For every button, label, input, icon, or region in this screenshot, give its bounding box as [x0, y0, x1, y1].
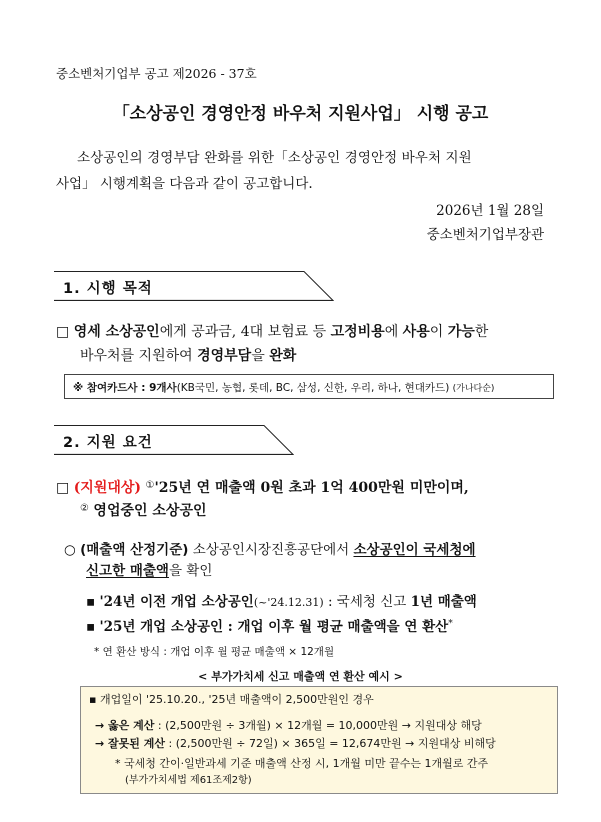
checkbox-bullet: □ — [56, 324, 70, 340]
example-box — [80, 686, 558, 794]
purpose-text: 에게 공과금, 4대 보험료 등 — [159, 324, 331, 340]
card-order: (가나다순) — [452, 384, 495, 394]
target-line-1 — [56, 477, 469, 497]
example-correct — [95, 717, 482, 733]
section-1-header — [54, 271, 334, 301]
example-case: ▪ 개업일이 '25.10.20., '25년 매출액이 2,500만원인 경우 — [89, 693, 374, 706]
checkbox-bullet: □ — [56, 480, 70, 496]
square-bullet: ▪ — [86, 594, 96, 610]
target-label: (지원대상) — [73, 480, 142, 496]
circled-number-2: ② — [80, 503, 89, 514]
criteria-underline: 신고한 매출액 — [86, 563, 169, 579]
intro-line-2: 사업」 시행계획을 다음과 같이 공고합니다. — [56, 176, 313, 192]
wrong-text: : (2,500만원 ÷ 72일) × 365일 = 12,674만원 → 지원대상 비해당 — [165, 737, 496, 750]
card-company-note — [73, 380, 494, 395]
sub-item-1 — [86, 590, 477, 610]
section-2-header — [54, 425, 294, 455]
example-note-1: * 국세청 간이·일반과세 기준 매출액 산정 시, 1개월 미만 끝수는 1개월로 간주 — [115, 757, 489, 770]
notice-date: 2026년 1월 28일 — [436, 203, 544, 219]
annualize-note: * 연 환산 방식 : 개업 이후 월 평균 매출액 × 12개월 — [94, 646, 335, 658]
purpose-line-2 — [80, 345, 296, 365]
sub1-text: : 국세청 신고 — [323, 594, 411, 610]
sub1-emph: 1년 매출액 — [410, 594, 477, 610]
purpose-text: 을 — [251, 348, 270, 364]
emph-text: 영세 소상공인 — [73, 324, 160, 340]
section-1-title: 1. 시행 목적 — [63, 281, 153, 297]
emph-text: 완화 — [269, 348, 297, 364]
wrong-label: → 잘못된 계산 — [95, 737, 166, 750]
sub1-text: '24년 이전 개업 소상공인 — [99, 594, 254, 610]
sub2-text: '25년 개업 소상공인 : 개업 이후 월 평균 매출액을 연 환산 — [99, 619, 449, 635]
emph-text: 고정비용 — [330, 324, 385, 340]
target-text-1: '25년 연 매출액 0원 초과 1억 400만원 미만이며, — [154, 480, 469, 496]
purpose-text: 한 — [474, 324, 489, 340]
purpose-line-1 — [56, 321, 488, 341]
purpose-text: 에 — [384, 324, 403, 340]
sub1-date: (~'24.12.31) — [253, 596, 324, 609]
target-line-2 — [80, 500, 207, 520]
document-title: 「소상공인 경영안정 바우처 지원사업」 시행 공고 — [112, 104, 489, 124]
card-list: (KB국민, 농협, 롯데, BC, 삼성, 신한, 우리, 하나, 현대카드) — [176, 382, 450, 394]
criteria-line-1 — [64, 538, 476, 558]
target-text-2: 영업중인 소상공인 — [93, 503, 207, 519]
criteria-label: (매출액 산정기준) — [80, 542, 189, 558]
notice-number: 중소벤처기업부 공고 제2026 - 37호 — [56, 66, 257, 81]
purpose-text: 이 — [429, 324, 448, 340]
purpose-text: 바우처를 지원하여 — [80, 348, 198, 364]
circle-bullet: ○ — [64, 542, 76, 558]
criteria-text: 을 확인 — [168, 563, 213, 579]
correct-label: → 옳은 계산 — [95, 719, 155, 732]
emph-text: 가능 — [447, 324, 475, 340]
criteria-line-2 — [86, 559, 212, 579]
card-prefix: ※ 참여카드사 : 9개사 — [73, 382, 177, 394]
emph-text: 경영부담 — [197, 348, 252, 364]
example-wrong — [95, 735, 496, 751]
sub-item-2 — [86, 615, 453, 635]
card-company-box — [64, 374, 554, 399]
example-caption: < 부가가치세 신고 매출액 연 환산 예시 > — [198, 670, 403, 683]
emph-text: 사용 — [402, 324, 430, 340]
example-note-2: (부가가치세법 제61조제2항) — [125, 775, 252, 786]
square-bullet: ▪ — [86, 619, 96, 635]
circled-number-1: ① — [145, 480, 155, 491]
intro-line-1: 소상공인의 경영부담 완화를 위한「소상공인 경영안정 바우처 지원 — [77, 150, 472, 166]
correct-text: : (2,500만원 ÷ 3개월) × 12개월 = 10,000만원 → 지원대상 해당 — [154, 719, 482, 732]
footnote-star: * — [448, 619, 453, 629]
criteria-underline: 소상공인이 국세청에 — [353, 542, 476, 558]
notice-issuer: 중소벤처기업부장관 — [426, 227, 544, 243]
section-2-title: 2. 지원 요건 — [63, 435, 153, 451]
criteria-text: 소상공인시장진흥공단에서 — [188, 542, 354, 558]
